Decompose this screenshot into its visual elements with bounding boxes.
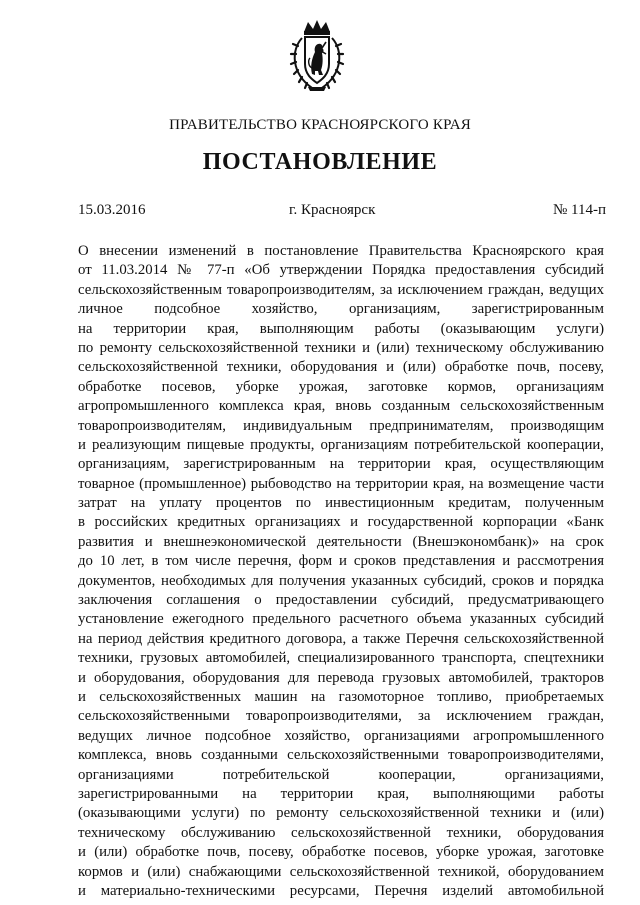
body-line: и сельскохозяйственных машин на газомоторное топливо, приобретаемых xyxy=(78,688,604,705)
body-line: товарное (промышленное) рыбоводство на территории края, на возмещение части xyxy=(78,475,604,492)
body-line: кормов и (или) снабжающими сельскохозяйственной техникой, оборудованием xyxy=(78,863,604,880)
body-line: О внесении изменений в постановление Правительства Красноярского края xyxy=(78,243,604,259)
body-line: по ремонту сельскохозяйственной техники и (или) техническому обслуживанию xyxy=(78,339,604,356)
government-name: ПРАВИТЕЛЬСТВО КРАСНОЯРСКОГО КРАЯ xyxy=(169,117,471,133)
body-line: сельскохозяйственным товаропроизводителям, за исключением граждан, ведущих xyxy=(78,281,604,298)
body-line: ведущих личное подсобное хозяйство, организациями агропромышленного xyxy=(78,727,604,744)
body-line: комплекса, вновь созданными сельскохозяйственными товаропроизводителями, xyxy=(78,747,604,764)
coat-of-arms-icon xyxy=(288,18,346,94)
body-line: на территории края, выполняющим работы (оказывающим услуги) xyxy=(78,320,604,337)
document-type-title: ПОСТАНОВЛЕНИЕ xyxy=(202,149,438,175)
body-line: развития и внешнеэкономической деятельности (Внешэкономбанк)» на срок xyxy=(78,533,604,550)
body-line: организациям, зарегистрированным на территории края, осуществляющим xyxy=(78,456,604,473)
body-line: сельскохозяйственными товаропроизводителями, за исключением граждан, xyxy=(78,708,604,725)
body-line: и оборудования, оборудования для перевода грузовых автомобилей, тракторов xyxy=(78,669,604,686)
body-line: (оказывающими услуги) по ремонту сельскохозяйственной техники и (или) xyxy=(78,805,604,822)
body-line: заключения соглашения о предоставлении субсидий, предусматривающего xyxy=(78,592,604,609)
document-city: г. Красноярск xyxy=(289,202,376,218)
body-line: и реализующим пищевые продукты, организациям потребительской кооперации, xyxy=(78,436,604,453)
body-line: затрат на уплату процентов по инвестиционным кредитам, полученным xyxy=(78,495,604,512)
body-line: зарегистрированными на территории края, выполняющими работы xyxy=(78,785,604,802)
body-line: организациями потребительской кооперации, организациями, xyxy=(78,766,604,783)
body-line: документов, необходимых для получения указанных субсидий, сроков и порядка xyxy=(78,572,604,589)
body-line: в российских кредитных организациях и государственной корпорации «Банк xyxy=(78,514,604,531)
body-line: установление ежегодного предельного расчетного объема указанных субсидий xyxy=(78,611,604,628)
body-line: до 10 лет, в том числе перечня, форм и сроков представления и рассмотрения xyxy=(78,553,604,570)
body-line: личное подсобное хозяйство, организациям, зарегистрированным xyxy=(78,301,604,318)
body-line: сельскохозяйственной техники, оборудования и (или) обработке почв, посеву, xyxy=(78,359,604,376)
document-body xyxy=(78,242,604,901)
body-line: агропромышленного комплекса края, вновь созданным сельскохозяйственным xyxy=(78,398,604,415)
document-meta-row xyxy=(78,202,606,222)
body-line: товаропроизводителям, индивидуальным предпринимателям, производящим xyxy=(78,417,604,434)
document-date: 15.03.2016 xyxy=(78,202,146,218)
body-line: от 11.03.2014 № 77-п «Об утверждении Порядка предоставления субсидий xyxy=(78,262,604,279)
body-line: обработке посевов, уборке урожая, заготовке кормов, организациям xyxy=(78,378,604,395)
body-line: и (или) обработке почв, посеву, обработке посевов, уборке урожая, заготовке xyxy=(78,844,604,861)
body-line: техники, грузовых автомобилей, специализированного транспорта, спецтехники xyxy=(78,650,604,667)
body-line: техническому обслуживанию сельскохозяйственной техники, оборудования xyxy=(78,824,604,841)
body-line: на период действия кредитного договора, а также Перечня сельскохозяйственной xyxy=(78,630,604,647)
document-number: № 114-п xyxy=(552,202,606,218)
body-line: и материально-техническими ресурсами, Перечня изделий автомобильной xyxy=(78,882,604,899)
